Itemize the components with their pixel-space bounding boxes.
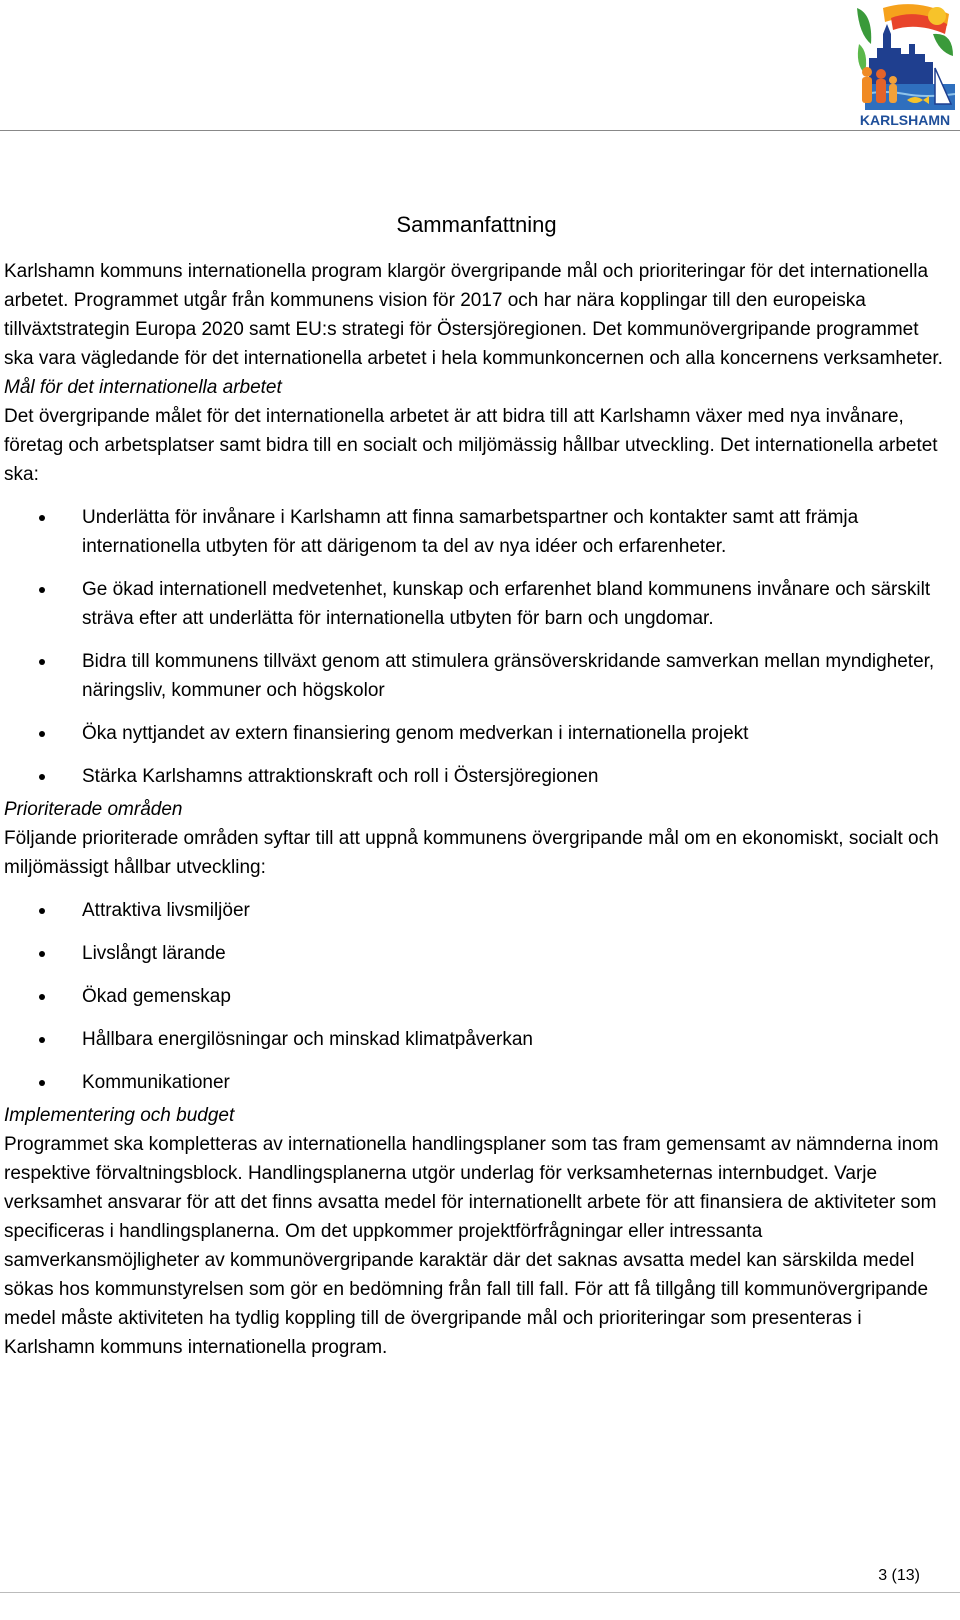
karlshamn-emblem-icon	[855, 4, 955, 112]
list-item-text: Stärka Karlshamns attraktionskraft och roll i Östersjöregionen	[82, 766, 599, 787]
intro-paragraph: Karlshamn kommuns internationella program klargör övergripande mål och prioriteringar för det internationella arbetet. Programmet utgår från kommunens vision för 2017 och har nära kopplingar till den europeiska tillväxtstrategin Europa 2020 samt EU:s strategi för Östersjöregionen. Det kommunövergripande programmet ska vara vägledande för det internationella arbetet i hela kommunkoncernen och alla koncernens verksamheter.	[4, 261, 943, 369]
list-item	[4, 896, 948, 925]
bullet-icon	[39, 774, 45, 780]
bullet-icon	[39, 1037, 45, 1043]
list-item-text: Ge ökad internationell medvetenhet, kunskap och erfarenhet bland kommunens invånare och särskilt sträva efter att underlätta för internationella utbyten för barn och ungdomar.	[82, 579, 931, 629]
bullet-icon	[39, 587, 45, 593]
list-item-text: Kommunikationer	[82, 1072, 230, 1093]
list-item	[4, 1068, 948, 1097]
logo-wordmark: KARLSHAMN	[859, 112, 951, 128]
karlshamn-logo	[855, 4, 955, 129]
goals-paragraph: Det övergripande målet för det internationella arbetet är att bidra till att Karlshamn växer med nya invånare, företag och arbetsplatser samt bidra till en socialt och miljömässig hållbar utveckling. Det internationella arbetet ska:	[4, 406, 938, 485]
list-item-text: Hållbara energilösningar och minskad klimatpåverkan	[82, 1029, 533, 1050]
implementation-paragraph: Programmet ska kompletteras av internationella handlingsplaner som tas fram gemensamt av nämnderna inom respektive förvaltningsblock. Handlingsplanerna utgör underlag för verksamheternas internbudget. Varje verksamhet ansvarar för att det finns avsatta medel för internationellt arbete för att finansiera de aktiviteter som specificeras i handlingsplanerna. Om det uppkommer projektförfrågningar eller intressanta samverkansmöjligheter av kommunövergripande karaktär där det saknas avsatta medel kan särskilda medel sökas hos kommunstyrelsen som gör en bedömning från fall till fall. För att få tillgång till kommunövergripande medel måste aktiviteten ha tydlig koppling till de övergripande mål och prioriteringar som presenteras i Karlshamn kommuns internationella program.	[4, 1134, 939, 1358]
bullet-icon	[39, 731, 45, 737]
priorities-heading: Prioriterade områden	[4, 799, 183, 820]
page-title: Sammanfattning	[396, 212, 557, 237]
implementation-heading: Implementering och budget	[4, 1105, 235, 1126]
bullet-icon	[39, 951, 45, 957]
priorities-list	[4, 896, 948, 1097]
list-item	[4, 503, 948, 561]
list-item	[4, 939, 948, 968]
goals-list	[4, 503, 948, 791]
footer-divider	[0, 1592, 960, 1593]
goals-heading: Mål för det internationella arbetet	[4, 377, 282, 398]
list-item-text: Bidra till kommunens tillväxt genom att stimulera gränsöverskridande samverkan mellan myndigheter, näringsliv, kommuner och högskolor	[82, 651, 935, 701]
page-number: 3 (13)	[878, 1567, 920, 1584]
header-divider	[0, 130, 960, 131]
bullet-icon	[39, 659, 45, 665]
list-item	[4, 762, 948, 791]
list-item-text: Livslångt lärande	[82, 943, 226, 964]
list-item-text: Attraktiva livsmiljöer	[82, 900, 250, 921]
list-item-text: Underlätta för invånare i Karlshamn att finna samarbetspartner och kontakter samt att främja internationella utbyten för att därigenom ta del av nya idéer och erfarenheter.	[82, 507, 859, 557]
list-item	[4, 1025, 948, 1054]
bullet-icon	[39, 908, 45, 914]
list-item-text: Öka nyttjandet av extern finansiering genom medverkan i internationella projekt	[82, 723, 749, 744]
priorities-paragraph: Följande prioriterade områden syftar till att uppnå kommunens övergripande mål om en ekonomiskt, socialt och miljömässigt hållbar utveckling:	[4, 828, 939, 878]
list-item	[4, 647, 948, 705]
bullet-icon	[39, 1080, 45, 1086]
list-item	[4, 575, 948, 633]
list-item-text: Ökad gemenskap	[82, 986, 231, 1007]
bullet-icon	[39, 515, 45, 521]
list-item	[4, 719, 948, 748]
document-body	[4, 257, 948, 1362]
bullet-icon	[39, 994, 45, 1000]
list-item	[4, 982, 948, 1011]
